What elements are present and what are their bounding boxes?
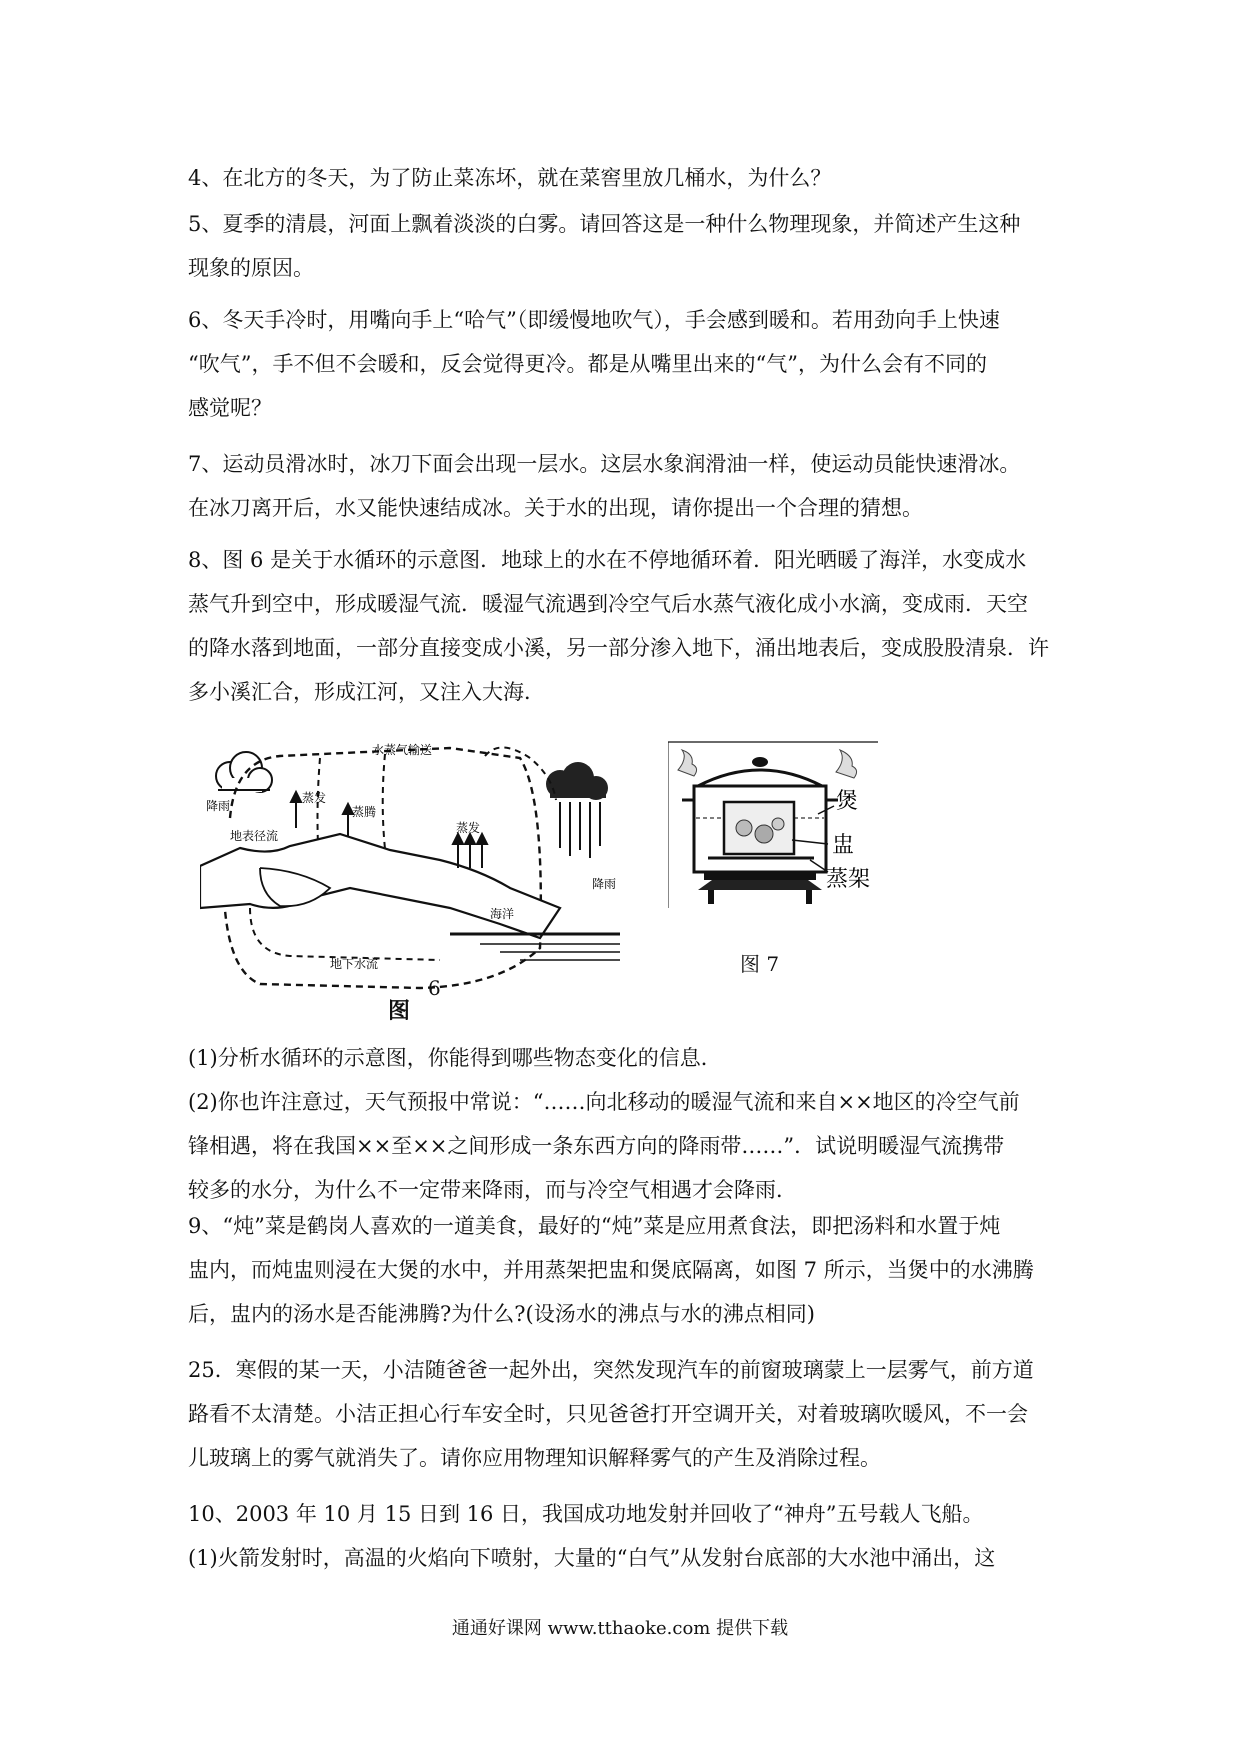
- question-5-line: 现象的原因。: [188, 256, 314, 280]
- rack-label: 蒸架: [826, 867, 871, 892]
- cup-label: 盅: [832, 833, 855, 858]
- question-8-subquestions: [188, 1036, 1052, 1212]
- question-8-line: 蒸气升到空中，形成暖湿气流．暖湿气流遇到冷空气后水蒸气液化成小水滴，变成雨．天空: [188, 592, 1028, 616]
- question-10: [188, 1492, 1052, 1580]
- question-8-line: 8、图 6 是关于水循环的示意图．地球上的水在不停地循环着．阳光晒暖了海洋，水变成水: [188, 548, 1027, 572]
- question-25-line: 儿玻璃上的雾气就消失了。请你应用物理知识解释雾气的产生及消除过程。: [188, 1446, 881, 1470]
- question-25-line: 路看不太清楚。小洁正担心行车安全时，只见爸爸打开空调开关，对着玻璃吹暖风，不一会: [188, 1402, 1028, 1426]
- question-7: [188, 442, 1052, 530]
- land-outline: [200, 834, 560, 938]
- surface-runoff-label: 地表径流: [230, 829, 279, 843]
- subquestion-line: 锋相遇，将在我国××至××之间形成一条东西方向的降雨带……”．试说明暖湿气流携带: [188, 1134, 1005, 1158]
- question-8: [188, 538, 1052, 714]
- question-25: [188, 1348, 1052, 1480]
- question-6-line: 感觉呢？: [188, 396, 272, 420]
- figure-6-caption-char: 图: [388, 998, 411, 1024]
- evaporation-label: 蒸发: [456, 821, 481, 835]
- question-8-line: 的降水落到地面，一部分直接变成小溪，另一部分渗入地下，涌出地表后，变成股股清泉．许: [188, 636, 1049, 660]
- question-10-line: (1)火箭发射时，高温的火焰向下喷射，大量的“白气”从发射台底部的大水池中涌出，这: [188, 1546, 996, 1570]
- question-4: [188, 156, 1052, 200]
- subquestion-line: (2)你也许注意过，天气预报中常说：“……向北移动的暖湿气流和来自××地区的冷空气前: [188, 1090, 1020, 1114]
- question-9-line: 盅内，而炖盅则浸在大煲的水中，并用蒸架把盅和煲底隔离，如图 7 所示，当煲中的水沸腾: [188, 1258, 1034, 1282]
- question-9-line: 后，盅内的汤水是否能沸腾?为什么?(设汤水的沸点与水的沸点相同): [188, 1302, 815, 1326]
- rain-left-label: 降雨: [206, 799, 231, 813]
- question-9: [188, 1204, 1052, 1336]
- question-5-line: 5、夏季的清晨，河面上飘着淡淡的白雾。请回答这是一种什么物理现象，并简述产生这种: [188, 212, 1021, 236]
- question-6-line: “吹气”，手不但不会暖和，反会觉得更冷。都是从嘴里出来的“气”，为什么会有不同的: [188, 352, 987, 376]
- vapor-transport-label: 水蒸气输送: [372, 743, 433, 757]
- question-8-line: 多小溪汇合，形成江河，又注入大海．: [188, 680, 545, 704]
- water-cycle-diagram: [200, 738, 620, 1010]
- stew-pot-diagram: [668, 740, 878, 910]
- question-7-line: 7、运动员滑冰时，冰刀下面会出现一层水。这层水象润滑油一样，使运动员能快速滑冰。: [188, 452, 1021, 476]
- question-7-line: 在冰刀离开后，水又能快速结成冰。关于水的出现，请你提出一个合理的猜想。: [188, 496, 923, 520]
- cloud-icon: [216, 752, 272, 792]
- question-6: [188, 298, 1052, 430]
- transpiration-label: 蒸腾: [352, 805, 377, 819]
- subquestion-line: (1)分析水循环的示意图，你能得到哪些物态变化的信息．: [188, 1046, 722, 1070]
- question-25-line: 25．寒假的某一天，小洁随爸爸一起外出，突然发现汽车的前窗玻璃蒙上一层雾气，前方道: [188, 1358, 1034, 1382]
- question-5: [188, 202, 1052, 290]
- page-footer: 通通好课网 www.tthaoke.com 提供下载: [451, 1618, 789, 1639]
- figure-6-caption-number: 6: [428, 976, 441, 1000]
- rain-right-label: 降雨: [592, 877, 617, 891]
- subquestion-line: 较多的水分，为什么不一定带来降雨，而与冷空气相遇才会降雨．: [188, 1178, 797, 1202]
- evaporation-label: 蒸发: [302, 791, 327, 805]
- rain-cloud-icon: [546, 762, 608, 858]
- figure-7-caption: 图 7: [740, 952, 780, 976]
- pot-label: 煲: [836, 789, 859, 814]
- question-10-line: 10、2003 年 10 月 15 日到 16 日，我国成功地发射并回收了“神舟”五号载人飞船。: [188, 1502, 984, 1526]
- groundwater-label: 地下水流: [330, 957, 379, 971]
- question-4-line: 4、在北方的冬天，为了防止菜冻坏，就在菜窖里放几桶水，为什么？: [188, 166, 832, 190]
- ocean-label: 海洋: [490, 907, 515, 921]
- question-9-line: 9、“炖”菜是鹤岗人喜欢的一道美食，最好的“炖”菜是应用煮食法，即把汤料和水置于炖: [188, 1214, 1001, 1238]
- ocean: [450, 934, 620, 960]
- question-6-line: 6、冬天手冷时，用嘴向手上“哈气”（即缓慢地吹气），手会感到暖和。若用劲向手上快速: [188, 308, 1000, 332]
